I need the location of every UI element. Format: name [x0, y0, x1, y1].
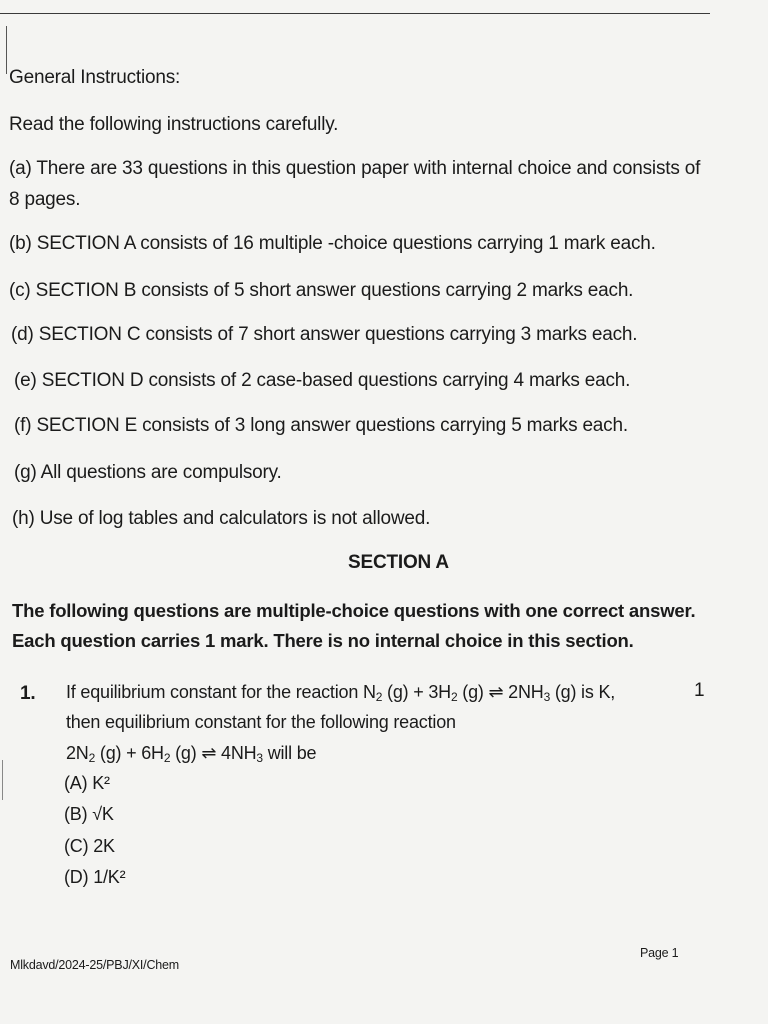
instruction-a — [9, 158, 700, 180]
instruction-text: SECTION C consists of 7 short answer questions carrying 3 marks each. — [38, 324, 638, 345]
instruction-d — [11, 324, 637, 346]
instruction-e — [14, 370, 630, 392]
subscript: 2 — [450, 690, 458, 704]
question-text: (g) + 3H — [382, 682, 451, 702]
instruction-text: SECTION A consists of 16 multiple -choice questions carrying 1 mark each. — [36, 233, 656, 254]
margin-line-lower — [2, 760, 3, 800]
question-text: (g) + 6H — [95, 743, 164, 763]
instruction-text: SECTION E consists of 3 long answer questions carrying 5 marks each. — [36, 415, 628, 436]
instruction-marker: (f) — [14, 415, 32, 436]
subscript: 3 — [256, 751, 263, 765]
question-line3 — [66, 743, 316, 765]
question-number: 1. — [20, 683, 36, 704]
option-a: (A) K² — [64, 773, 110, 793]
option-c: (C) 2K — [64, 836, 115, 856]
instruction-marker: (d) — [11, 324, 34, 345]
instruction-marker: (a) — [9, 158, 32, 179]
instruction-h — [12, 508, 430, 530]
section-note-line2: Each question carries 1 mark. There is no internal choice in this section. — [12, 630, 634, 651]
instruction-g — [14, 462, 282, 484]
instruction-text: There are 33 questions in this question paper with internal choice and consists of — [36, 158, 701, 179]
section-note-line1: The following questions are multiple-choice questions with one correct answer. — [12, 600, 696, 621]
instruction-marker: (b) — [9, 233, 32, 254]
instruction-f — [14, 415, 628, 437]
question-text: (g) is K, — [550, 682, 616, 702]
footer-page-number: Page 1 — [640, 946, 679, 960]
instruction-text: Use of log tables and calculators is not allowed. — [39, 508, 431, 529]
margin-line — [6, 26, 7, 74]
question-text: 2N — [66, 743, 89, 763]
instructions-intro: Read the following instructions carefully. — [9, 114, 339, 135]
instruction-a-continued: 8 pages. — [9, 189, 81, 210]
instruction-text: All questions are compulsory. — [40, 462, 282, 483]
option-b: (B) √K — [64, 804, 114, 824]
subscript: 2 — [88, 751, 96, 765]
subscript: 3 — [543, 690, 551, 704]
subscript: 2 — [163, 751, 171, 765]
question-line1 — [66, 682, 615, 704]
question-text: (g) ⇌ 2NH — [457, 682, 544, 702]
section-title: SECTION A — [348, 552, 449, 573]
top-rule — [0, 13, 710, 14]
question-text: will be — [262, 743, 317, 763]
general-instructions-title: General Instructions: — [9, 67, 181, 88]
footer-code: Mlkdavd/2024-25/PBJ/XI/Chem — [10, 958, 179, 972]
question-line2: then equilibrium constant for the following reaction — [66, 712, 456, 732]
instruction-text: SECTION D consists of 2 case-based questions carrying 4 marks each. — [41, 370, 631, 391]
question-marks: 1 — [694, 680, 705, 701]
question-text: (g) ⇌ 4NH — [170, 743, 257, 763]
instruction-marker: (e) — [14, 370, 37, 391]
question-text: If equilibrium constant for the reaction N — [66, 682, 376, 702]
instruction-marker: (c) — [9, 280, 31, 301]
instruction-marker: (h) — [12, 508, 35, 529]
instruction-marker: (g) — [14, 462, 37, 483]
instruction-b — [9, 233, 656, 255]
instruction-text: SECTION B consists of 5 short answer questions carrying 2 marks each. — [35, 280, 634, 301]
instruction-c — [9, 280, 633, 302]
subscript: 2 — [375, 690, 383, 704]
option-d: (D) 1/K² — [64, 867, 126, 887]
